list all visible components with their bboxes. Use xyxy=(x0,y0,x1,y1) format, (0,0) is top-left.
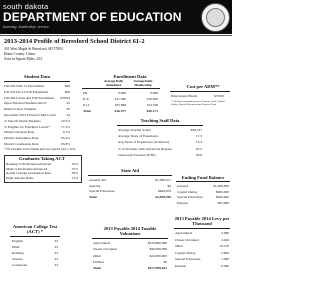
fund-row-value: $1,200,000 xyxy=(213,184,229,188)
levy-row-value: 0.300 xyxy=(221,264,229,268)
area-square-miles: Area in Square Miles: 253 xyxy=(4,57,42,61)
student-row-value: 20 xyxy=(66,107,70,112)
levy-row-label: Special Education xyxy=(175,257,201,262)
valuation-row-label: Owner Occupied xyxy=(93,247,117,252)
fund-row-value: $95,000 xyxy=(217,200,229,205)
student-row-label: December 2013 Federal Child Count xyxy=(4,113,56,117)
divider xyxy=(117,125,203,126)
state-aid-row-label: Special Education xyxy=(89,189,115,193)
levy-row-value: 2.800 xyxy=(221,250,229,255)
cost-per-adm-title: Cost per ADM** xyxy=(186,84,220,89)
student-row-value: 95.4% xyxy=(60,136,70,141)
levy-row-value: 2.086 xyxy=(221,231,229,235)
levy-row-label: Pension xyxy=(175,264,187,268)
levy-row-label: Other xyxy=(175,244,183,249)
enrollment-row-adm: 194.528 xyxy=(146,103,158,107)
state-aid-row-value: $469,879 xyxy=(157,189,171,193)
enrollment-row-label: 9-12 xyxy=(83,103,90,107)
student-row-value: 45 xyxy=(66,101,70,106)
act-row-label: Actual College Graduation Rate xyxy=(6,171,51,176)
staff-row-value: 15.3 xyxy=(195,140,202,145)
college-test-row-value: 23 xyxy=(54,263,58,267)
valuation-row-value: $258,680,066 xyxy=(147,241,167,245)
student-row-label: Fall 2013 State Aid Fall Enrollment xyxy=(4,95,55,100)
student-row-label: Fall 2013 K-12 Fall Enrollment xyxy=(4,89,49,94)
student-row-label: District Dropout Rate xyxy=(4,130,35,135)
enrollment-row-label: K-8 xyxy=(83,97,89,101)
divider xyxy=(170,91,230,92)
fund-row-label: Pension xyxy=(177,200,189,205)
header-divider xyxy=(0,35,232,36)
enrollment-row-ada: 0.000 xyxy=(118,91,126,95)
student-row-label: District Attendance Rate xyxy=(4,136,39,141)
enrollment-header-adm: Average Daily Membership xyxy=(133,79,153,87)
student-row-value: 93.8% xyxy=(60,142,70,146)
college-test-row-value: 22 xyxy=(54,245,58,249)
state-aid-title: State Aid xyxy=(121,168,139,173)
enrollment-row-label: Total xyxy=(83,109,91,113)
valuations-title: 2013 Payable 2014 Taxable Valuations xyxy=(103,226,157,236)
divider xyxy=(4,81,70,82)
divider xyxy=(10,236,60,237)
valuation-row-label: Other xyxy=(93,253,101,258)
student-row-value: 10.5% xyxy=(60,118,70,123)
staff-row-value: $39,747 xyxy=(190,128,202,132)
levy-row-label: Owner Occupied xyxy=(175,237,199,242)
act-row-label: Reading % Proficient/Advanced xyxy=(6,162,52,166)
student-data-footnote: * The Free/Red. Lunch Eligible data was reported June 1, 2014 xyxy=(4,148,76,151)
staff-row-value: 17.3 xyxy=(195,134,202,139)
student-row-label: Home School Students xyxy=(4,107,37,112)
fund-balance-title: Ending Fund Balance xyxy=(181,175,225,180)
home-county: Home County: Union xyxy=(4,52,36,56)
student-row-label: % Eligible for Free/Red. Lunch* xyxy=(4,124,50,129)
state-seal-icon xyxy=(201,3,230,32)
page-title: 2013-2014 Profile of Beresford School District 61-2 xyxy=(4,38,145,45)
enrollment-row-adm: 646.171 xyxy=(146,109,158,113)
cost-footnote: ** Includes expenditures from General Fund, Capital Outlay, Special Education and Pension Fund xyxy=(171,100,225,106)
valuation-row-label: Agricultural xyxy=(93,241,111,245)
state-aid-row-label: General Aid xyxy=(89,178,107,182)
levy-row-value: 4.946 xyxy=(221,237,229,242)
valuation-row-label: Total xyxy=(93,266,101,271)
fund-row-label: General xyxy=(177,184,189,188)
staff-row-label: Average Years of Experience xyxy=(118,134,159,139)
college-test-row-label: Composite xyxy=(12,263,28,267)
college-test-title: American College Test (ACT) * xyxy=(12,224,58,234)
college-test-row-value: 23 xyxy=(54,251,58,255)
enrollment-row-adm: 0.000 xyxy=(150,91,158,95)
enrollment-row-label: PK xyxy=(83,91,88,95)
logo-line2: DEPARTMENT OF EDUCATION xyxy=(3,10,182,24)
enrollment-row-ada: 185.689 xyxy=(114,103,126,107)
college-test-row-label: Reading xyxy=(12,251,24,255)
student-row-value: 0.7% xyxy=(62,130,70,135)
college-test-row-label: English xyxy=(12,239,23,243)
staff-row-label: Avg Years of Experience (in district) xyxy=(118,140,170,145)
levy-row-value: 10.150 xyxy=(219,244,229,249)
logo-tagline: learning. leadership. service. xyxy=(3,24,50,29)
fund-row-label: Special Education xyxy=(177,195,203,199)
state-aid-row-value: $0 xyxy=(167,183,171,188)
valuation-row-value: $0 xyxy=(163,259,167,264)
fund-row-value: $200,000 xyxy=(215,195,229,199)
student-row-label: % Special Needs Students xyxy=(4,118,41,123)
act-row-value: 30% xyxy=(71,171,78,176)
state-aid-row-value: $2,058,350 xyxy=(155,194,171,199)
fund-row-label: Capital Outlay xyxy=(177,189,198,194)
college-test-row-label: Science xyxy=(12,257,23,261)
fund-row-value: $900,000 xyxy=(215,189,229,194)
student-row-value: 668 xyxy=(64,89,70,94)
act-row-value: 75% xyxy=(71,166,78,171)
levy-row-label: Agricultural xyxy=(175,231,193,235)
staff-row-label: % of Teachers with Advanced Degrees xyxy=(118,146,173,151)
logo-line1: south dakota xyxy=(3,2,49,11)
student-row-label: Open Enrolled Students Rec'd xyxy=(4,101,47,106)
teaching-staff-title: Teaching Staff Data xyxy=(140,118,180,123)
enrollment-data-title: Enrollment Data xyxy=(113,74,147,79)
student-row-value: 699 xyxy=(64,84,70,88)
college-test-row-value: 22 xyxy=(54,239,58,243)
student-row-value: 17.3% xyxy=(60,124,70,129)
enrollment-row-ada: 616.577 xyxy=(114,109,126,113)
state-aid-row-label: Sparsity xyxy=(89,183,101,188)
valuation-row-value: $96,299,389 xyxy=(149,247,167,252)
act-row-label: Math % Proficient/Advanced xyxy=(6,166,48,171)
state-aid-row-value: $1,588,471 xyxy=(155,178,171,182)
cost-label: Educational Funds xyxy=(171,94,198,98)
student-row-value: 639.93 xyxy=(60,95,70,100)
divider xyxy=(92,238,168,239)
valuation-row-value: $22,000,000 xyxy=(149,253,167,258)
student-data-title: Student Data xyxy=(24,74,50,79)
student-row-label: Fall 2013 PK-12 Enrollment xyxy=(4,84,44,88)
act-row-value: 13.2 xyxy=(71,175,78,180)
college-test-row-value: 23 xyxy=(54,257,58,261)
staff-row-value: 32% xyxy=(195,146,202,151)
divider xyxy=(82,88,160,89)
act-row-value: 70% xyxy=(71,162,78,166)
enrollment-header-ada: Average Daily Attendance xyxy=(103,79,124,87)
state-aid-row-label: Total xyxy=(89,194,97,199)
act-proficiency-title: Graduates Taking ACT xyxy=(19,156,65,161)
staff-row-value: 50.8 xyxy=(195,152,202,157)
student-row-label: District Graduation Rate xyxy=(4,142,39,146)
act-row-label: Pupil Teacher Ratio xyxy=(6,175,34,180)
cost-value: $7,000 xyxy=(214,94,224,98)
levy-row-label: Capital Outlay xyxy=(175,250,196,255)
divider xyxy=(88,175,172,176)
college-test-row-label: Math xyxy=(12,245,20,249)
enrollment-row-ada: 431.360 xyxy=(114,97,126,101)
divider xyxy=(176,181,230,182)
staff-row-label: Classroom Teachers (FTE) xyxy=(118,152,156,157)
divider xyxy=(174,228,230,229)
valuation-row-label: Utilities xyxy=(93,259,105,264)
levy-row-value: 1.300 xyxy=(221,257,229,262)
valuation-row-value: $377,998,261 xyxy=(147,266,167,271)
levies-title: 2013 Payable 2014 Levy per Thousand xyxy=(174,216,230,226)
enrollment-row-adm: 450.650 xyxy=(146,97,158,101)
student-row-value: 54 xyxy=(66,113,70,117)
staff-row-label: Average Teacher Salary xyxy=(118,128,152,132)
district-address: 301 West Maple St Beresford, SD 57004 xyxy=(4,47,63,51)
